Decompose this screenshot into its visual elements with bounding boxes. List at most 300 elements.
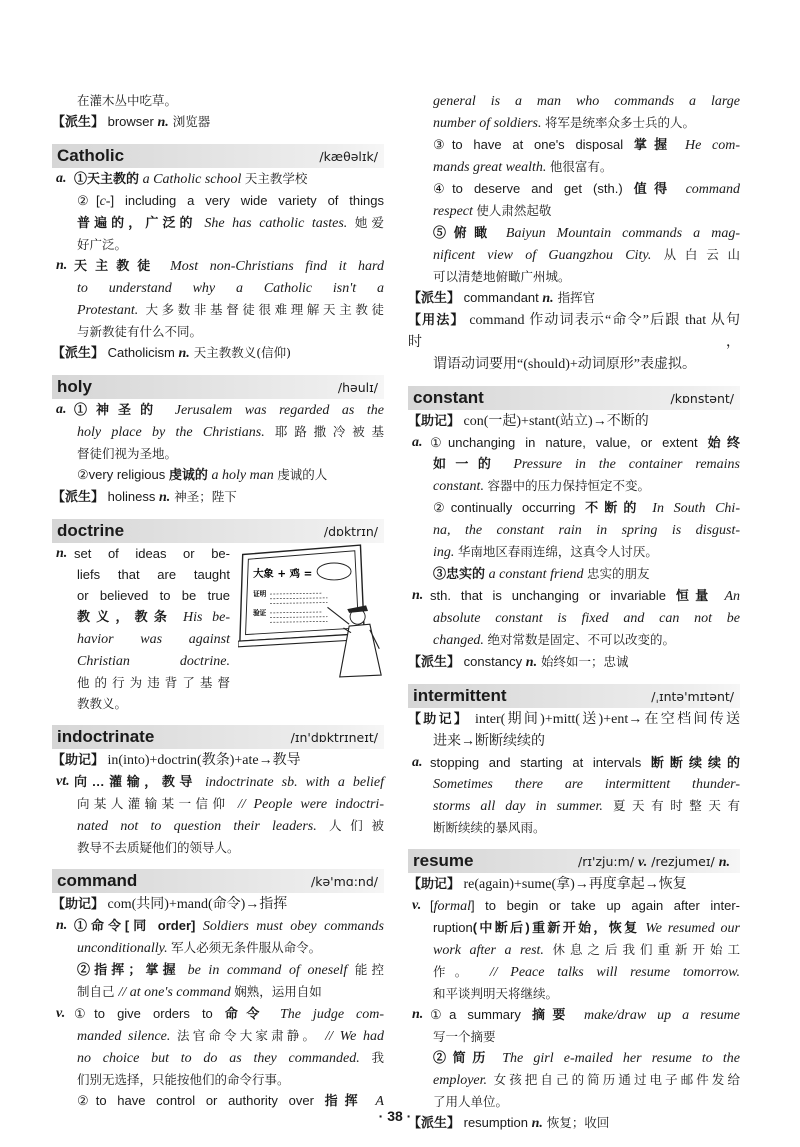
example-text: The girl e-mailed her resume to the bbox=[502, 1051, 740, 1066]
translation-text: 始终如一；忠诚 bbox=[537, 654, 629, 669]
entry-line bbox=[52, 771, 384, 793]
entry-line bbox=[408, 519, 740, 541]
entry-line bbox=[52, 915, 384, 937]
chinese-definition: 【派生】 bbox=[52, 489, 105, 504]
part-of-speech: n. bbox=[542, 291, 554, 306]
definition-text: constancy bbox=[460, 654, 526, 669]
headword-bar bbox=[52, 375, 384, 399]
chinese-definition: 【助记】 bbox=[52, 752, 105, 767]
chinese-definition: ②简历 bbox=[433, 1050, 503, 1065]
translation-text: 虔诚的人 bbox=[277, 467, 328, 482]
mnemonic-text: com(共同)+mand(命令)→指挥 bbox=[104, 897, 288, 912]
example-text: Jerusalem was regarded as the bbox=[174, 403, 384, 418]
definition-text: set of ideas or be- bbox=[74, 546, 230, 561]
translation-text: 写一个摘要 bbox=[433, 1029, 496, 1044]
example-text: The judge com- bbox=[279, 1007, 385, 1022]
entry-line bbox=[52, 628, 230, 650]
example-text: Soldiers must obey commands bbox=[202, 919, 384, 934]
translation-text: 大多数非基督徒很难理解天主教徒 bbox=[145, 302, 384, 317]
part-of-speech-label: a. bbox=[56, 402, 67, 417]
definition-text: ③to have at one's disposal bbox=[433, 137, 634, 152]
translation-text: 女孩把自己的简历通过电子邮件发给 bbox=[493, 1072, 740, 1087]
example-text: He com- bbox=[685, 138, 740, 153]
definition-text: ④to deserve and get (sth.) bbox=[433, 181, 634, 196]
part-of-speech-label: n. bbox=[56, 258, 68, 273]
illustration-title: 大象 + 鸡 = bbox=[253, 568, 313, 581]
phonetic-pos: v. bbox=[638, 855, 648, 870]
chinese-definition: 【派生】 bbox=[52, 345, 105, 360]
phonetic-text: /kɒnstənt/ bbox=[670, 391, 734, 406]
entry-line bbox=[52, 959, 384, 981]
example-text: general is a man who commands a large bbox=[433, 94, 740, 109]
entry-line bbox=[408, 607, 740, 629]
definition-text: sth. that is unchanging or invariable bbox=[430, 588, 676, 603]
chinese-definition: 【助记】 bbox=[408, 413, 461, 428]
entry-line bbox=[52, 464, 384, 486]
entry-line bbox=[408, 453, 740, 475]
entry-line bbox=[52, 234, 384, 255]
entry-line bbox=[408, 730, 740, 752]
entry-line bbox=[408, 90, 740, 112]
chinese-definition: ①神圣的 bbox=[74, 402, 175, 417]
entry-with-illustration bbox=[52, 543, 384, 714]
example-text: employer. bbox=[433, 1073, 494, 1088]
entry-line bbox=[52, 421, 384, 443]
translation-text: 从白云山 bbox=[663, 247, 740, 262]
definition-text: stopping and starting at intervals bbox=[430, 755, 651, 770]
example-text: ing. bbox=[433, 545, 458, 560]
illustration-label-verify: 验证 bbox=[253, 608, 267, 617]
headword: doctrine bbox=[57, 521, 125, 540]
translation-text: 在灌木丛中吃草。 bbox=[77, 93, 178, 108]
translation-text: 与新教徒有什么不同。 bbox=[77, 324, 203, 339]
chinese-definition: 恒量 bbox=[675, 588, 725, 603]
example-text: // Peace talks will resume tomorrow. bbox=[489, 965, 740, 980]
phonetic-text: /həulɪ/ bbox=[337, 380, 378, 395]
translation-text: 作。 bbox=[433, 964, 490, 979]
definition-text: commandant bbox=[460, 290, 543, 305]
example-text: be in command of oneself bbox=[187, 963, 355, 978]
phonetic bbox=[651, 687, 734, 707]
entry-line bbox=[408, 244, 740, 266]
phonetic-text: /kə'mɑ:nd/ bbox=[311, 874, 378, 889]
definition-text: ruption bbox=[433, 920, 473, 935]
headword: intermittent bbox=[413, 686, 507, 705]
chinese-definition: 【助记】 bbox=[408, 876, 461, 891]
headword-bar bbox=[408, 684, 740, 708]
translation-text: 绝对常数是固定、不可以改变的。 bbox=[487, 632, 675, 647]
entry-line bbox=[52, 981, 384, 1003]
part-of-speech-label: v. bbox=[56, 1006, 66, 1021]
mnemonic-text: inter(期间)+mitt(送)+ent→在空档间传送 bbox=[469, 712, 740, 727]
chinese-definition: 【派生】 bbox=[52, 114, 105, 129]
entry-line bbox=[408, 983, 740, 1004]
part-of-speech-label: a. bbox=[412, 755, 423, 770]
part-of-speech-label: n. bbox=[56, 546, 68, 561]
chinese-definition: 【派生】 bbox=[408, 290, 461, 305]
entry-line bbox=[52, 255, 384, 277]
entry-line bbox=[52, 486, 384, 508]
example-text: mands great wealth. bbox=[433, 160, 550, 175]
phonetic bbox=[311, 872, 378, 892]
chinese-definition: 值得 bbox=[633, 181, 686, 196]
entry-line bbox=[408, 222, 740, 244]
headword-bar bbox=[408, 849, 740, 873]
headword-bar bbox=[52, 144, 384, 168]
translation-text: 人们被 bbox=[328, 818, 384, 833]
phonetic bbox=[324, 522, 378, 542]
example-text: In South Chi- bbox=[652, 501, 740, 516]
entry-line bbox=[52, 793, 384, 815]
entry-line bbox=[408, 873, 740, 895]
entry-line bbox=[408, 266, 740, 287]
part-of-speech-label: a. bbox=[412, 435, 423, 450]
translation-text: 他的行为违背了基督 bbox=[77, 675, 230, 690]
example-text: storms all day in summer. bbox=[433, 799, 613, 814]
entry-line bbox=[408, 585, 740, 607]
headword: resume bbox=[413, 851, 474, 870]
example-text: nificent view of Guangzhou City. bbox=[433, 248, 664, 263]
definition-text: ②very religious bbox=[77, 467, 169, 482]
chinese-definition: 天主教徒 bbox=[74, 258, 171, 273]
example-text: Christian doctrine. bbox=[77, 654, 230, 669]
example-text: manded silence. bbox=[77, 1029, 178, 1044]
part-of-speech-label: v. bbox=[412, 898, 422, 913]
part-of-speech: n. bbox=[178, 346, 190, 361]
entry-line bbox=[52, 443, 384, 464]
entry-line bbox=[52, 90, 384, 111]
entry-line bbox=[52, 564, 230, 585]
entry-line bbox=[52, 1069, 384, 1090]
example-text: A bbox=[375, 1094, 384, 1109]
translation-text: 浏览器 bbox=[168, 114, 211, 129]
part-of-speech-label: vt. bbox=[56, 774, 70, 789]
entry-line bbox=[408, 629, 740, 651]
translation-text: 她爱 bbox=[354, 215, 384, 230]
entry-line bbox=[52, 749, 384, 771]
example-text: havior was against bbox=[77, 632, 230, 647]
example-text: c- bbox=[99, 194, 111, 209]
translation-text: 天主教教义(信仰) bbox=[189, 345, 291, 360]
definition-text: ①unchanging in nature, value, or extent bbox=[430, 435, 708, 450]
chinese-definition: 普遍的，广泛的 bbox=[77, 215, 205, 230]
example-text: Protestant. bbox=[77, 303, 146, 318]
example-text: a constant friend bbox=[488, 567, 588, 582]
entry-line bbox=[408, 773, 740, 795]
chinese-definition: 摘要 bbox=[531, 1007, 584, 1022]
translation-text: 断断续续的暴风雨。 bbox=[433, 820, 546, 835]
translation-text: 容器中的压力保持恒定不变。 bbox=[487, 478, 650, 493]
phonetic bbox=[671, 389, 734, 409]
example-text: changed. bbox=[433, 633, 488, 648]
definition-text: or believed to be true bbox=[77, 588, 230, 603]
phonetic-text: /dɒktrɪn/ bbox=[323, 524, 378, 539]
translation-text: 和平谈判明天将继续。 bbox=[433, 986, 559, 1001]
example-text: formal bbox=[433, 899, 471, 914]
right-column bbox=[408, 90, 740, 1134]
chinese-definition: 【派生】 bbox=[408, 1115, 461, 1130]
translation-text: 神圣；陛下 bbox=[170, 489, 237, 504]
entry-line bbox=[52, 815, 384, 837]
entry-line bbox=[408, 287, 740, 309]
example-text: absolute constant is fixed and can not be bbox=[433, 611, 740, 626]
chinese-definition: 【用法】 bbox=[408, 312, 465, 327]
definition-text: resumption bbox=[460, 1115, 532, 1130]
entry-line bbox=[408, 309, 740, 353]
definition-text: browser bbox=[104, 114, 158, 129]
example-text: Pressure in the container remains bbox=[513, 457, 740, 472]
example-text: na, the constant rain in spring is disgust- bbox=[433, 523, 740, 538]
example-text: nated not to question their leaders. bbox=[77, 819, 329, 834]
headword: command bbox=[57, 871, 138, 890]
chinese-definition: ①命令[同 order] bbox=[74, 918, 203, 933]
chinese-definition: 命令 bbox=[224, 1006, 280, 1021]
translation-text: 向某人灌输某一信仰 bbox=[77, 796, 238, 811]
entry-line bbox=[408, 1004, 740, 1026]
chinese-definition: 始终 bbox=[707, 435, 740, 450]
translation-text: 们别无选择，只能按他们的命令行事。 bbox=[77, 1072, 290, 1087]
example-text: holy place by the Christians. bbox=[77, 425, 276, 440]
phonetic-text-2: /rezjumeɪ/ bbox=[651, 854, 715, 869]
entry-line bbox=[52, 1003, 384, 1025]
translation-text: 恢复；收回 bbox=[542, 1115, 610, 1130]
entry-line bbox=[408, 432, 740, 453]
mnemonic-text: command 作动词表示“命令”后跟 that 从句时， bbox=[408, 313, 740, 350]
translation-text: 我 bbox=[371, 1050, 384, 1065]
part-of-speech-label: n. bbox=[412, 1007, 424, 1022]
entry-line bbox=[408, 1069, 740, 1091]
example-text: respect bbox=[433, 204, 477, 219]
part-of-speech-label: n. bbox=[412, 588, 424, 603]
chinese-definition: 指挥 bbox=[324, 1093, 376, 1108]
entry-line bbox=[408, 817, 740, 838]
part-of-speech: n. bbox=[525, 655, 538, 670]
illustration-label-prove: 证明 bbox=[253, 589, 267, 598]
headword-bar bbox=[52, 725, 384, 749]
phonetic bbox=[319, 147, 378, 167]
entry-line bbox=[408, 917, 740, 939]
mnemonic-text: in(into)+doctrin(教条)+ate→教导 bbox=[104, 753, 301, 768]
entry-line bbox=[52, 190, 384, 212]
definition-text: ①a summary bbox=[430, 1007, 532, 1022]
entry-line bbox=[408, 112, 740, 134]
entry-line bbox=[52, 212, 384, 234]
chinese-definition: 掌握 bbox=[633, 137, 686, 152]
entry-line bbox=[52, 672, 230, 693]
part-of-speech-label: a. bbox=[56, 171, 67, 186]
entry-line bbox=[408, 1047, 740, 1069]
entry-line bbox=[52, 399, 384, 421]
headword-bar bbox=[52, 519, 384, 543]
chinese-definition: 【助记】 bbox=[408, 711, 470, 726]
chinese-definition: 【派生】 bbox=[408, 654, 461, 669]
phonetic-text: /rɪ'zju:m/ bbox=[578, 854, 635, 869]
translation-text: 将军是统率众多士兵的人。 bbox=[545, 115, 696, 130]
phonetic-text: /ɪn'dɒktrɪneɪt/ bbox=[290, 730, 378, 745]
definition-text: [ bbox=[430, 898, 434, 913]
headword: holy bbox=[57, 377, 92, 396]
chinese-definition: ②指挥；掌握 bbox=[77, 962, 188, 977]
mnemonic-text: re(again)+sume(拿)→再度拿起→恢复 bbox=[460, 877, 687, 892]
phonetic bbox=[578, 852, 734, 873]
entry-line bbox=[52, 693, 230, 714]
entry-line bbox=[408, 708, 740, 730]
example-text: // People were indoctri- bbox=[237, 797, 384, 812]
translation-text: 教教义。 bbox=[77, 696, 128, 711]
chinese-definition: ⑤俯瞰 bbox=[433, 225, 506, 240]
mnemonic-text: 谓语动词要用“(should)+动词原形”表虚拟。 bbox=[433, 357, 696, 372]
phonetic bbox=[291, 728, 378, 748]
chinese-definition: 教义，教条 bbox=[77, 609, 183, 624]
teacher-blackboard-drawing bbox=[238, 543, 384, 680]
translation-text: 教导不去质疑他们的领导人。 bbox=[77, 840, 240, 855]
chinese-definition: ③忠实的 bbox=[433, 566, 489, 581]
definition-text: liefs that are taught bbox=[77, 567, 230, 582]
headword-bar bbox=[52, 869, 384, 893]
mnemonic-text: con(一起)+stant(站立)→不断的 bbox=[460, 414, 649, 429]
entry-line bbox=[52, 650, 230, 672]
page-number: · 38 · bbox=[378, 1108, 412, 1124]
definition-text: ②continually occurring bbox=[433, 500, 586, 515]
chinese-definition: 向…灌输，教导 bbox=[74, 774, 206, 789]
example-text: Baiyun Mountain commands a mag- bbox=[505, 226, 740, 241]
definition-text: Catholicism bbox=[104, 345, 179, 360]
phonetic-text: /ˌɪntə'mɪtənt/ bbox=[651, 689, 734, 704]
example-text: constant. bbox=[433, 479, 488, 494]
entry-line bbox=[408, 134, 740, 156]
example-text: to understand why a Catholic isn't a bbox=[77, 281, 384, 296]
entry-line bbox=[52, 585, 230, 606]
translation-text: 督徒们视为圣地。 bbox=[77, 446, 178, 461]
definition-text: ] including a very wide variety of things bbox=[110, 193, 384, 208]
entry-line bbox=[408, 353, 740, 375]
entry-line bbox=[408, 497, 740, 519]
translation-text: 制自己 bbox=[77, 984, 119, 999]
chinese-definition: 如一的 bbox=[433, 456, 514, 471]
definition-text: ②to have control or authority over bbox=[77, 1093, 325, 1108]
entry-line bbox=[52, 321, 384, 342]
entry-line bbox=[408, 895, 740, 917]
example-text: work after a rest. bbox=[433, 943, 553, 958]
chinese-definition: 【助记】 bbox=[52, 896, 105, 911]
example-text: a holy man bbox=[211, 468, 278, 483]
entry-line bbox=[408, 410, 740, 432]
translation-text: 天主教学校 bbox=[244, 171, 308, 186]
translation-text: 耶路撒冷被基 bbox=[275, 424, 384, 439]
example-text: no choice but to do as they commanded. bbox=[77, 1051, 372, 1066]
entry-line bbox=[52, 111, 384, 133]
chinese-definition: 断断续续的 bbox=[650, 755, 740, 770]
entry-line bbox=[408, 1026, 740, 1047]
chinese-definition: (中断后)重新开始，恢复 bbox=[472, 920, 646, 935]
entry-line bbox=[52, 1025, 384, 1047]
definition-text: ②[ bbox=[77, 193, 100, 208]
phonetic-pos-2: n. bbox=[718, 855, 730, 870]
entry-line bbox=[408, 156, 740, 178]
translation-text: 法官命令大家肃静。 bbox=[177, 1028, 326, 1043]
entry-line bbox=[52, 342, 384, 364]
headword-bar bbox=[408, 386, 740, 410]
translation-text: 他很富有。 bbox=[549, 159, 613, 174]
phonetic-text: /kæθəlɪk/ bbox=[319, 149, 378, 164]
example-text: We resumed our bbox=[645, 921, 740, 936]
definition-text: holiness bbox=[104, 489, 159, 504]
entry-line bbox=[408, 200, 740, 222]
example-text: make/draw up a resume bbox=[583, 1008, 740, 1023]
left-column bbox=[52, 90, 384, 1112]
entry-line bbox=[52, 543, 230, 564]
headword: constant bbox=[413, 388, 484, 407]
translation-text: 华南地区春雨连绵，这真令人讨厌。 bbox=[457, 544, 658, 559]
entry-line bbox=[408, 651, 740, 673]
headword: indoctrinate bbox=[57, 727, 155, 746]
entry-line bbox=[52, 937, 384, 959]
example-text: unconditionally. bbox=[77, 941, 172, 956]
definition-text: ] to begin or take up again after inter- bbox=[470, 898, 740, 913]
entry-line bbox=[408, 752, 740, 773]
example-text: She has catholic tastes. bbox=[204, 216, 355, 231]
part-of-speech-label: n. bbox=[56, 918, 68, 933]
translation-text: 休息之后我们重新开始工 bbox=[552, 942, 740, 957]
entry-line bbox=[408, 795, 740, 817]
translation-text: 了用人单位。 bbox=[433, 1094, 509, 1109]
entry-line bbox=[408, 475, 740, 497]
entry-line bbox=[408, 541, 740, 563]
entry-line bbox=[52, 893, 384, 915]
translation-text: 指挥官 bbox=[553, 290, 596, 305]
part-of-speech: n. bbox=[158, 490, 171, 505]
example-text: Sometimes there are intermittent thunder- bbox=[433, 777, 740, 792]
entry-line bbox=[52, 606, 230, 628]
translation-text: 忠实的朋友 bbox=[587, 566, 650, 581]
translation-text: 夏天有时整天有 bbox=[612, 798, 740, 813]
entry-line bbox=[408, 178, 740, 200]
translation-text: 能控 bbox=[354, 962, 384, 977]
entry-line bbox=[52, 277, 384, 299]
headword: Catholic bbox=[57, 146, 125, 165]
example-text: number of soldiers. bbox=[433, 116, 545, 131]
example-text: // at one's command bbox=[118, 985, 235, 1000]
entry-line bbox=[408, 961, 740, 983]
translation-text: 可以清楚地俯瞰广州城。 bbox=[433, 269, 571, 284]
example-text: His be- bbox=[182, 610, 230, 625]
entry-line bbox=[408, 939, 740, 961]
entry-line bbox=[52, 837, 384, 858]
entry-line bbox=[52, 168, 384, 190]
chinese-definition: 虔诚的 bbox=[168, 467, 212, 482]
example-text: An bbox=[724, 589, 740, 604]
mnemonic-text: 进来→断断续续的 bbox=[433, 734, 545, 749]
phonetic bbox=[338, 378, 378, 398]
definition-text: ①to give orders to bbox=[74, 1006, 225, 1021]
chinese-definition: 不断的 bbox=[585, 500, 653, 515]
translation-text: 好广泛。 bbox=[77, 237, 128, 252]
example-text: // We had bbox=[325, 1029, 384, 1044]
chinese-definition: ①天主教的 bbox=[74, 171, 143, 186]
entry-line bbox=[408, 563, 740, 585]
translation-text: 使人肃然起敬 bbox=[476, 203, 552, 218]
entry-line bbox=[52, 1047, 384, 1069]
translation-text: 娴熟，运用自如 bbox=[234, 984, 322, 999]
entry-line bbox=[52, 299, 384, 321]
example-text: indoctrinate sb. with a belief bbox=[205, 775, 384, 790]
example-text: command bbox=[685, 182, 740, 197]
example-text: Most non-Christians find it hard bbox=[170, 259, 384, 274]
part-of-speech: n. bbox=[157, 115, 169, 130]
example-text: a Catholic school bbox=[142, 172, 245, 187]
blackboard-illustration bbox=[238, 543, 384, 683]
translation-text: 军人必须无条件服从命令。 bbox=[171, 940, 322, 955]
